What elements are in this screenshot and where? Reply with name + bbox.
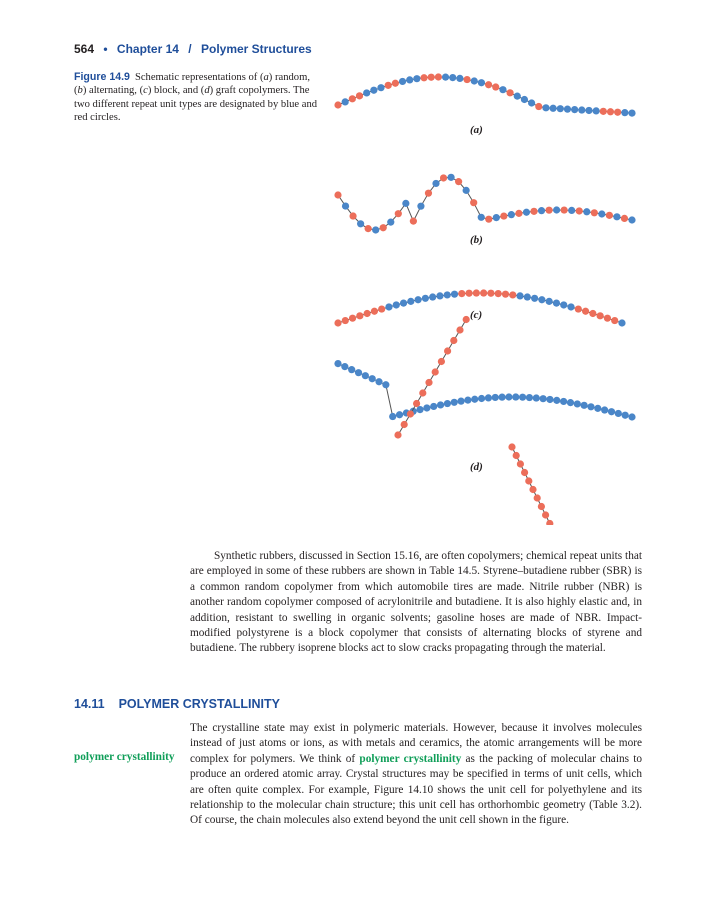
blue-repeat-unit <box>372 226 379 233</box>
red-repeat-unit <box>463 76 470 83</box>
blue-repeat-unit <box>478 395 485 402</box>
red-repeat-unit <box>534 494 541 501</box>
red-repeat-unit <box>435 73 442 80</box>
blue-repeat-unit <box>571 106 578 113</box>
paragraph2-after: as the packing of molecular chains to produce an ordered atomic array. Crystal structures may be specified in terms of unit cells, which are often quite complex. For example, Figure 14.10 shows the unit cell for polyethylene and its relationship to the molecular chain structure; this unit cell has orthorhombic geometry (Table 3.2). Of course, the chain molecules also extend beyond the unit cell shown in the figure. <box>190 752 643 827</box>
red-repeat-unit <box>473 289 480 296</box>
blue-repeat-unit <box>400 300 407 307</box>
blue-repeat-unit <box>463 187 470 194</box>
section-heading <box>74 697 280 711</box>
blue-repeat-unit <box>407 298 414 305</box>
red-repeat-unit <box>600 108 607 115</box>
copolymer-figure <box>320 65 650 525</box>
paragraph2-before: The crystalline state may exist in polymeric materials. However, because it involves molecules instead of just atoms or ions, as with metals and ceramics, the atomic arrangements will be more complex for polymers. We think of <box>190 722 642 765</box>
header-separator: • <box>103 42 108 56</box>
blue-repeat-unit <box>553 397 560 404</box>
red-repeat-unit <box>450 337 457 344</box>
red-repeat-unit <box>395 210 402 217</box>
red-repeat-unit <box>621 215 628 222</box>
red-repeat-unit <box>364 310 371 317</box>
red-repeat-unit <box>444 347 451 354</box>
blue-repeat-unit <box>432 180 439 187</box>
blue-repeat-unit <box>471 77 478 84</box>
red-repeat-unit <box>440 174 447 181</box>
blue-repeat-unit <box>416 406 423 413</box>
caption-text-6: ) block, and ( <box>147 85 205 97</box>
red-repeat-unit <box>485 81 492 88</box>
figure-caption <box>74 71 324 124</box>
blue-repeat-unit <box>546 298 553 305</box>
figure-label: Figure 14.9 <box>74 71 130 83</box>
blue-repeat-unit <box>485 394 492 401</box>
red-repeat-unit <box>349 212 356 219</box>
red-repeat-unit <box>392 80 399 87</box>
chain-backbone <box>338 177 632 230</box>
blue-repeat-unit <box>546 396 553 403</box>
caption-text-1: a <box>263 72 269 83</box>
red-repeat-unit <box>480 289 487 296</box>
blue-repeat-unit <box>601 406 608 413</box>
panel-b-alternating-copolymer <box>334 174 635 234</box>
blue-repeat-unit <box>578 106 585 113</box>
blue-repeat-unit <box>363 89 370 96</box>
blue-repeat-unit <box>389 413 396 420</box>
blue-repeat-unit <box>628 110 635 117</box>
red-repeat-unit <box>380 224 387 231</box>
blue-repeat-unit <box>357 220 364 227</box>
blue-repeat-unit <box>342 98 349 105</box>
red-repeat-unit <box>485 216 492 223</box>
blue-repeat-unit <box>560 301 567 308</box>
blue-repeat-unit <box>594 405 601 412</box>
red-repeat-unit <box>542 511 549 518</box>
blue-repeat-unit <box>505 393 512 400</box>
blue-repeat-unit <box>456 75 463 82</box>
caption-text-0: Schematic representations of ( <box>134 72 264 83</box>
panel-label-b: (b) <box>470 234 483 246</box>
blue-repeat-unit <box>508 211 515 218</box>
blue-repeat-unit <box>583 208 590 215</box>
blue-repeat-unit <box>553 206 560 213</box>
paragraph-crystallinity <box>190 721 642 829</box>
red-repeat-unit <box>614 109 621 116</box>
blue-repeat-unit <box>560 398 567 405</box>
blue-repeat-unit <box>348 366 355 373</box>
red-repeat-unit <box>425 379 432 386</box>
blue-repeat-unit <box>437 401 444 408</box>
chapter-title: Polymer Structures <box>200 42 312 56</box>
blue-repeat-unit <box>553 300 560 307</box>
red-repeat-unit <box>465 290 472 297</box>
red-repeat-unit <box>334 101 341 108</box>
blue-repeat-unit <box>538 296 545 303</box>
red-repeat-unit <box>428 74 435 81</box>
red-repeat-unit <box>413 400 420 407</box>
blue-repeat-unit <box>615 410 622 417</box>
section-number: 14.11 <box>74 697 105 711</box>
red-repeat-unit <box>591 209 598 216</box>
blue-repeat-unit <box>334 360 341 367</box>
panel-d-graft-copolymer <box>334 316 635 525</box>
red-repeat-unit <box>365 225 372 232</box>
red-repeat-unit <box>458 290 465 297</box>
red-repeat-unit <box>492 83 499 90</box>
blue-repeat-unit <box>362 372 369 379</box>
red-repeat-unit <box>425 190 432 197</box>
red-repeat-unit <box>582 308 589 315</box>
blue-repeat-unit <box>593 107 600 114</box>
blue-repeat-unit <box>628 216 635 223</box>
blue-repeat-unit <box>422 295 429 302</box>
red-repeat-unit <box>530 208 537 215</box>
blue-repeat-unit <box>564 106 571 113</box>
blue-repeat-unit <box>341 363 348 370</box>
blue-repeat-unit <box>451 291 458 298</box>
red-repeat-unit <box>576 207 583 214</box>
keyword-polymer-crystallinity: polymer crystallinity <box>359 752 462 765</box>
red-repeat-unit <box>419 389 426 396</box>
blue-repeat-unit <box>447 174 454 181</box>
blue-repeat-unit <box>355 369 362 376</box>
blue-repeat-unit <box>478 79 485 86</box>
red-repeat-unit <box>513 452 520 459</box>
red-repeat-unit <box>589 310 596 317</box>
running-head <box>74 42 318 56</box>
blue-repeat-unit <box>533 394 540 401</box>
blue-repeat-unit <box>598 210 605 217</box>
blue-repeat-unit <box>451 399 458 406</box>
blue-repeat-unit <box>369 375 376 382</box>
red-repeat-unit <box>487 290 494 297</box>
section-title: POLYMER CRYSTALLINITY <box>118 697 280 711</box>
blue-repeat-unit <box>567 399 574 406</box>
panel-c-block-copolymer <box>334 289 625 326</box>
red-repeat-unit <box>575 305 582 312</box>
red-repeat-unit <box>356 312 363 319</box>
caption-text-2: ) random, ( <box>74 72 310 97</box>
chain-backbone <box>338 364 632 417</box>
caption-text-3: b <box>77 85 83 97</box>
blue-repeat-unit <box>436 292 443 299</box>
red-repeat-unit <box>349 315 356 322</box>
blue-repeat-unit <box>628 413 635 420</box>
red-repeat-unit <box>371 308 378 315</box>
margin-term: polymer crystallinity <box>74 751 175 763</box>
blue-repeat-unit <box>387 219 394 226</box>
red-repeat-unit <box>502 291 509 298</box>
blue-repeat-unit <box>478 214 485 221</box>
blue-repeat-unit <box>512 393 519 400</box>
red-repeat-unit <box>535 103 542 110</box>
blue-repeat-unit <box>613 213 620 220</box>
red-repeat-unit <box>378 305 385 312</box>
blue-repeat-unit <box>406 76 413 83</box>
blue-repeat-unit <box>557 105 564 112</box>
red-repeat-unit <box>525 477 532 484</box>
blue-repeat-unit <box>618 319 625 326</box>
blue-repeat-unit <box>568 207 575 214</box>
caption-text-4: ) alternating, ( <box>82 85 144 97</box>
red-repeat-unit <box>410 218 417 225</box>
caption-text-5: c <box>143 85 148 97</box>
blue-repeat-unit <box>528 99 535 106</box>
blue-repeat-unit <box>375 378 382 385</box>
red-repeat-unit <box>432 368 439 375</box>
blue-repeat-unit <box>531 295 538 302</box>
red-repeat-unit <box>385 82 392 89</box>
blue-repeat-unit <box>370 87 377 94</box>
blue-repeat-unit <box>377 84 384 91</box>
blue-repeat-unit <box>415 296 422 303</box>
blue-repeat-unit <box>471 396 478 403</box>
red-repeat-unit <box>401 421 408 428</box>
blue-repeat-unit <box>442 74 449 81</box>
red-repeat-unit <box>515 210 522 217</box>
blue-repeat-unit <box>385 303 392 310</box>
red-repeat-unit <box>407 410 414 417</box>
red-repeat-unit <box>611 317 618 324</box>
blue-repeat-unit <box>542 104 549 111</box>
blue-repeat-unit <box>417 203 424 210</box>
blue-repeat-unit <box>526 394 533 401</box>
blue-repeat-unit <box>585 107 592 114</box>
blue-repeat-unit <box>342 202 349 209</box>
blue-repeat-unit <box>538 207 545 214</box>
blue-repeat-unit <box>457 398 464 405</box>
blue-repeat-unit <box>581 402 588 409</box>
panel-label-d: (d) <box>470 461 483 473</box>
header-slash: / <box>188 42 192 56</box>
red-repeat-unit <box>606 212 613 219</box>
red-repeat-unit <box>356 92 363 99</box>
blue-repeat-unit <box>444 291 451 298</box>
blue-repeat-unit <box>521 96 528 103</box>
red-repeat-unit <box>394 431 401 438</box>
panel-label-c: (c) <box>470 309 483 321</box>
red-repeat-unit <box>517 460 524 467</box>
blue-repeat-unit <box>499 86 506 93</box>
red-repeat-unit <box>521 469 528 476</box>
blue-repeat-unit <box>608 408 615 415</box>
blue-repeat-unit <box>519 394 526 401</box>
blue-repeat-unit <box>402 200 409 207</box>
paragraph-synthetic-rubbers: Synthetic rubbers, discussed in Section 15.16, are often copolymers; chemical repeat units that are employed in some of these rubbers are shown in Table 14.5. Styrene–butadiene rubber (SBR) is a common random copolymer from which automobile tires are made. Nitrile rubber (NBR) is another random copolymer composed of acrylonitrile and butadiene. It is also highly elastic and, in addition, resistant to swelling in organic solvents; gasoline hoses are made of NBR. Impact-modified polystyrene is a block copolymer that consists of alternating blocks of styrene and butadiene. The rubbery isoprene blocks act to slow cracks propagating through the material. <box>190 550 642 655</box>
blue-repeat-unit <box>523 209 530 216</box>
red-repeat-unit <box>604 315 611 322</box>
blue-repeat-unit <box>587 403 594 410</box>
blue-repeat-unit <box>423 404 430 411</box>
red-repeat-unit <box>508 443 515 450</box>
red-repeat-unit <box>529 486 536 493</box>
blue-repeat-unit <box>574 400 581 407</box>
blue-repeat-unit <box>464 397 471 404</box>
blue-repeat-unit <box>429 293 436 300</box>
red-repeat-unit <box>470 199 477 206</box>
panel-label-a: (a) <box>470 124 483 136</box>
red-repeat-unit <box>546 520 553 525</box>
chapter-label: Chapter 14 <box>116 42 179 56</box>
caption-text-8: ) graft copolymers. The two different repeat unit types are designated by blue and red circles. <box>74 85 318 123</box>
red-repeat-unit <box>495 290 502 297</box>
blue-repeat-unit <box>540 395 547 402</box>
red-repeat-unit <box>607 108 614 115</box>
red-repeat-unit <box>538 503 545 510</box>
red-repeat-unit <box>545 207 552 214</box>
blue-repeat-unit <box>567 303 574 310</box>
chain-backbone <box>398 320 466 436</box>
red-repeat-unit <box>334 191 341 198</box>
red-repeat-unit <box>463 316 470 323</box>
blue-repeat-unit <box>493 214 500 221</box>
red-repeat-unit <box>509 291 516 298</box>
red-repeat-unit <box>500 212 507 219</box>
blue-repeat-unit <box>514 93 521 100</box>
red-repeat-unit <box>438 358 445 365</box>
blue-repeat-unit <box>413 75 420 82</box>
panel-a-random-copolymer <box>334 73 635 116</box>
red-repeat-unit <box>420 74 427 81</box>
blue-repeat-unit <box>399 78 406 85</box>
blue-repeat-unit <box>430 403 437 410</box>
red-repeat-unit <box>506 89 513 96</box>
red-repeat-unit <box>597 312 604 319</box>
blue-repeat-unit <box>622 412 629 419</box>
blue-repeat-unit <box>492 394 499 401</box>
blue-repeat-unit <box>621 109 628 116</box>
blue-repeat-unit <box>550 105 557 112</box>
red-repeat-unit <box>561 206 568 213</box>
red-repeat-unit <box>455 178 462 185</box>
blue-repeat-unit <box>396 411 403 418</box>
red-repeat-unit <box>334 319 341 326</box>
blue-repeat-unit <box>382 381 389 388</box>
red-repeat-unit <box>349 95 356 102</box>
red-repeat-unit <box>456 326 463 333</box>
page-number: 564 <box>74 42 95 56</box>
caption-text-7: d <box>204 85 210 97</box>
blue-repeat-unit <box>444 400 451 407</box>
blue-repeat-unit <box>516 292 523 299</box>
red-repeat-unit <box>342 317 349 324</box>
blue-repeat-unit <box>498 394 505 401</box>
blue-repeat-unit <box>449 74 456 81</box>
blue-repeat-unit <box>393 301 400 308</box>
blue-repeat-unit <box>524 293 531 300</box>
